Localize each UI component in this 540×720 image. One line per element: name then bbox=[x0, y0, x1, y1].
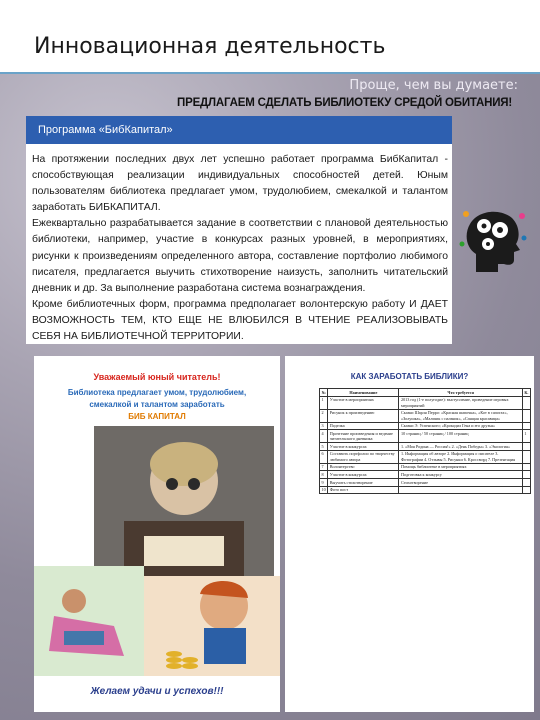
table-cell bbox=[522, 422, 530, 430]
table-body bbox=[320, 396, 531, 494]
tagline: Проще, чем вы думаете: bbox=[349, 78, 518, 93]
table-cell: Участие в мероприятиях bbox=[328, 396, 399, 409]
table-cell: Помощь библиотеке в мероприятиях bbox=[399, 463, 522, 471]
table-cell: 1 bbox=[320, 396, 328, 409]
table-header: Что требуется bbox=[399, 389, 522, 397]
table-cell: 9 bbox=[320, 478, 328, 486]
table-row bbox=[320, 463, 531, 471]
table-cell bbox=[522, 450, 530, 463]
table-cell: Составить портфолио по творчеству любимого автора bbox=[328, 450, 399, 463]
table-header: № bbox=[321, 389, 326, 395]
table-cell: 7 bbox=[320, 463, 328, 471]
poster-table-title: КАК ЗАРАБОТАТЬ БИБЛИКИ? bbox=[350, 372, 469, 381]
poster-offer-line2: смекалкой и талантом заработать bbox=[89, 400, 225, 409]
table-cell: Прочтение произведения и ведение читательского дневника bbox=[328, 430, 399, 443]
rewards-table bbox=[319, 388, 531, 494]
table-row bbox=[320, 450, 531, 463]
headline: ПРЕДЛАГАЕМ СДЕЛАТЬ БИБЛИОТЕКУ СРЕДОЙ ОБИТАНИЯ! bbox=[177, 97, 512, 109]
poster-left bbox=[34, 356, 280, 712]
table-cell bbox=[522, 396, 530, 409]
table-cell bbox=[522, 463, 530, 471]
head-gears-icon bbox=[456, 204, 530, 278]
table-cell: 10 страниц / 50 страниц / 100 страниц bbox=[399, 430, 522, 443]
table-cell bbox=[522, 471, 530, 479]
table-cell: Участие в конкурсах bbox=[328, 443, 399, 451]
slide-title: Инновационная деятельность bbox=[34, 34, 386, 59]
table-row bbox=[320, 409, 531, 422]
table-cell: 2013 год (1-е полугодие): выступление, проведение игровых мероприятий bbox=[399, 396, 522, 409]
table-header-row bbox=[320, 389, 531, 397]
table-cell bbox=[522, 478, 530, 486]
poster-offer-line1: Библиотека предлагает умом, трудолюбием, bbox=[67, 388, 247, 397]
table-cell: Выучить стихотворение bbox=[328, 478, 399, 486]
table-cell: Сказки Шарля Перро: «Красная шапочка», «Кот в сапогах», «Золушка», «Мальчик с пальчик», «Спящая красавица» bbox=[399, 409, 522, 422]
table-row bbox=[320, 478, 531, 486]
table-row bbox=[320, 471, 531, 479]
table-cell bbox=[522, 443, 530, 451]
table-cell: Фото пост bbox=[328, 486, 399, 494]
table-cell: 10 bbox=[320, 486, 328, 494]
table-cell: Подготовка к конкурсу bbox=[399, 471, 522, 479]
poster-right bbox=[285, 356, 534, 712]
table-cell: 1 bbox=[522, 430, 530, 443]
table-row bbox=[320, 396, 531, 409]
table-cell: Сказки Э. Успенского; «Крокодил Гена и его друзья» bbox=[399, 422, 522, 430]
table-row bbox=[320, 422, 531, 430]
table-cell: Стихотворение bbox=[399, 478, 522, 486]
program-description bbox=[32, 152, 448, 345]
table-cell: 3 bbox=[320, 422, 328, 430]
table-row bbox=[320, 430, 531, 443]
poster-closing: Желаем удачи и успехов!!! bbox=[90, 686, 224, 697]
program-label: Программа «БибКапитал» bbox=[26, 116, 452, 144]
table-header: Наименование bbox=[328, 389, 399, 397]
table-cell: 6 bbox=[320, 450, 328, 463]
table-row bbox=[320, 486, 531, 494]
poster-brand: БИБ КАПИТАЛ bbox=[128, 412, 186, 421]
table-row bbox=[320, 443, 531, 451]
table-cell bbox=[522, 486, 530, 494]
table-cell: 4 bbox=[320, 430, 328, 443]
table-cell: Участие в конкурсах bbox=[328, 471, 399, 479]
poster-greeting: Уважаемый юный читатель! bbox=[93, 372, 221, 382]
program-card bbox=[26, 116, 452, 344]
table-cell: 1. «Моя Родина — Россия!» 2. «День Победы» 3. «Экология» bbox=[399, 443, 522, 451]
paragraph-intro: На протяжении последних двух лет успешно работает программа БибКапитал - способствующая реализации индивидуальных способностей детей. Юным пользователям библиотека предлагает умом, трудолюбием, смекалкой и талантом заработать БИБКАПИТАЛ. bbox=[32, 154, 448, 214]
table-cell: 8 bbox=[320, 471, 328, 479]
paragraph-volunteer: Кроме библиотечных форм, программа предполагает волонтерскую работу И ДАЕТ ВОЗМОЖНОСТЬ ТЕМ, КТО ЕЩЕ НЕ ВЛЮБИЛСЯ В ЧТЕНИЕ РЕАЛИЗОВЫВАТЬ СЕБЯ НА БИБЛИОТЕЧНОЙ ТЕРРИТОРИИ. bbox=[32, 298, 448, 343]
table-header: К. bbox=[522, 389, 530, 397]
table-cell: 1. Информация об авторе 2. Информация о писателе 3. Фотографии 4. Отзывы 5. Рисунки 6. Кроссворд 7. Презентация bbox=[399, 450, 522, 463]
table-cell: 5 bbox=[320, 443, 328, 451]
table-cell bbox=[522, 409, 530, 422]
table-cell: Волонтерство bbox=[328, 463, 399, 471]
poster-photo-collage bbox=[34, 426, 280, 688]
table-cell bbox=[399, 486, 522, 494]
paragraph-tasks: Ежеквартально разрабатывается задание в соответствии с плановой деятельностью библиотеки, например, участие в конкурсах разных уровней, в мероприятиях, рисунки к произведениям определенного автора, составление портфолио любимого писателя, предлагается выучить стихотворение наизусть, заполнить читательский дневник и др. За выполнение разработана система вознаграждения. bbox=[32, 218, 448, 294]
table-cell: Поделка bbox=[328, 422, 399, 430]
table-cell: 2 bbox=[320, 409, 328, 422]
table-cell: Рисунок к произведению bbox=[328, 409, 399, 422]
